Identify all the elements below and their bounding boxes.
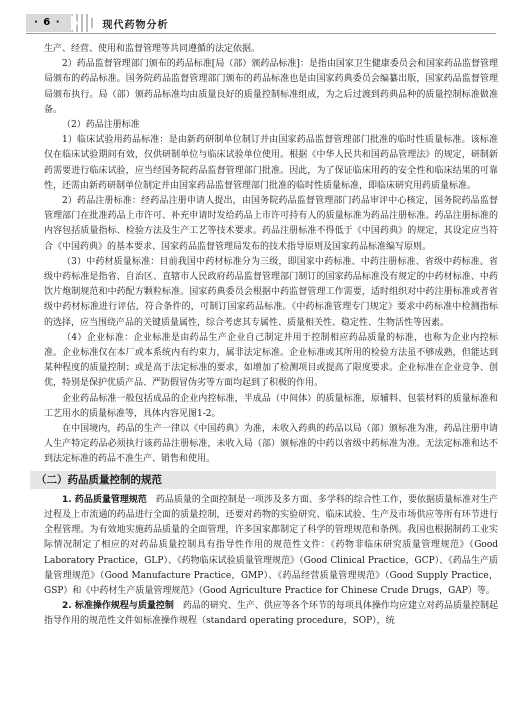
paragraph-text: 药品的研究、生产、供应等各个环节的每项具体操作均应建立对药品质量控制起指导作用的规范性文件如标准操作规程（standard operating procedure，SOP），统: [44, 601, 498, 627]
subheading: （2）药品注册标准: [62, 120, 140, 131]
paragraph-heading: 1. 药品质量管理规范: [62, 494, 147, 505]
paragraph: （4）企业标准：企业标准是由药品生产企业自己制定并用于控制相应药品质量的标准，也称为企业内控标准。企业标准仅在本厂或本系统内有约束力，属非法定标准。企业标准或其所用的检验方法虽不够成熟，但能达到某种程度的质量控制；或是高于法定标准的要求，如增加了检测项目或提高了限度要求。企业标准在企业竞争、创优，特别是保护优质产品、严防假冒伪劣等方面均起到了积极的作用。: [44, 332, 498, 389]
paragraph: [44, 493, 498, 599]
chevron-decoration-icon: [71, 14, 97, 32]
paragraph: 2）药品注册标准：经药品注册申请人提出，由国务院药品监督管理部门药品审评中心核定，国务院药品监督管理部门在批准药品上市许可、补充申请时发给药品上市许可持有人的质量标准为药品注册标准。药品注册标准的内容包括质量指标、检验方法及生产工艺等技术要求。药品注册标准不得低于《中国药典》的规定，其设定应当符合《中国药典》的基本要求、国家药品监督管理局发布的技术指导原则及国家药品标准编写原则。: [44, 196, 498, 252]
paragraph: 在中国境内，药品的生产一律以《中国药典》为准，未收入药典的药品以局（部）颁标准为准，药品注册申请人生产特定药品必须执行该药品注册标准，未收入局（部）颁标准的中药以省级中药标准为准。无法定标准和达不到法定标准的药品不准生产、销售和使用。: [44, 424, 498, 465]
paragraph: 2）药品监督管理部门颁布的药品标准[局（部）颁药品标准]：是指由国家卫生健康委员会和国家药品监督管理局颁布的药品标准。国务院药品监督管理部门颁布的药品标准也是由国家药典委员会编纂出版，国家药品监督管理局颁布执行。局（部）颁药品标准均由质量良好的质量控制标准组成，为之后过渡到药典品种的质量控制标准做准备。: [44, 59, 498, 115]
page-number: · 6 ·: [26, 14, 71, 32]
book-title: 现代药物分析: [102, 19, 169, 31]
paragraph: 企业药品标准一般包括成品的企业内控标准，半成品（中间体）的质量标准，原辅料、包装材料的质量标准和工艺用水的质量标准等，具体内容见图1-2。: [44, 393, 498, 419]
paragraph-text: 药品质量的全面控制是一项涉及多方面、多学科的综合性工作，要依据质量标准对生产过程及上市流通的药品进行全面的质量控制，还要对药物的实验研究、临床试验、生产及市场供应等所有环节进行全程管理。为有效地实施药品质量的全面管理，许多国家都制定了科学的管理规范和条例。我国也根据制药工业实际情况制定了相应的对药品质量控制具有指导性作用的规范性文件：《药物非临床研究质量管理规范》（Good Laboratory Practice，GLP）、《药物临床试验质量管理规范》（Good Clinical Practice，GCP）、《药品生产质量管理规范》（Good Manufacture Practice，GMP）、《药品经营质量管理规范》（Good Supply Practice，GSP）和《中药材生产质量管理规范》（Good Agriculture Practice for Chinese Crude Drugs，GAP）等。: [44, 494, 498, 596]
body-text: [36, 42, 498, 630]
paragraph-heading: 2. 标准操作规程与质量控制: [62, 601, 174, 612]
paragraph: [44, 599, 498, 629]
paragraph: （3）中药材质量标准：目前我国中药材标准分为三级，即国家中药标准、中药注册标准、省级中药标准。省级中药标准是指省、自治区、直辖市人民政府药品监督管理部门制订的国家药品标准没有规定的中药材标准、中药饮片炮制规范和中药配方颗粒标准。国家药典委员会根据中药监督管理工作需要，适时组织对中药注册标准或者省级中药材标准进行评估，符合条件的，可制订国家药品标准。《中药标准管理专门规定》要求中药标准中检测指标的选择，应当围绕产品的关键质量属性，综合考虑其专属性、质量相关性、稳定性、生物活性等因素。: [44, 256, 498, 328]
page-header: [26, 14, 496, 32]
section-heading: （二）药品质量控制的规范: [30, 471, 496, 489]
header-divider: [26, 33, 496, 34]
paragraph: 1）临床试验用药品标准：是由新药研制单位制订并由国家药品监督管理部门批准的临时性质量标准。该标准仅在临床试验期间有效，仅供研制单位与临床试验单位使用。根据《中华人民共和国药品管理法》的规定，研制新药需要进行临床试验，应当经国务院药品监督管理部门批准。因此，为了保证临床用药的安全性和临床结果的可靠性，还需由新药研制单位制定并由国家药品监督管理部门批准的临时性质量标准，即临床研究用药质量标准。: [44, 135, 498, 191]
paragraph: 生产、经营、使用和监督管理等共同遵循的法定依据。: [44, 44, 261, 54]
